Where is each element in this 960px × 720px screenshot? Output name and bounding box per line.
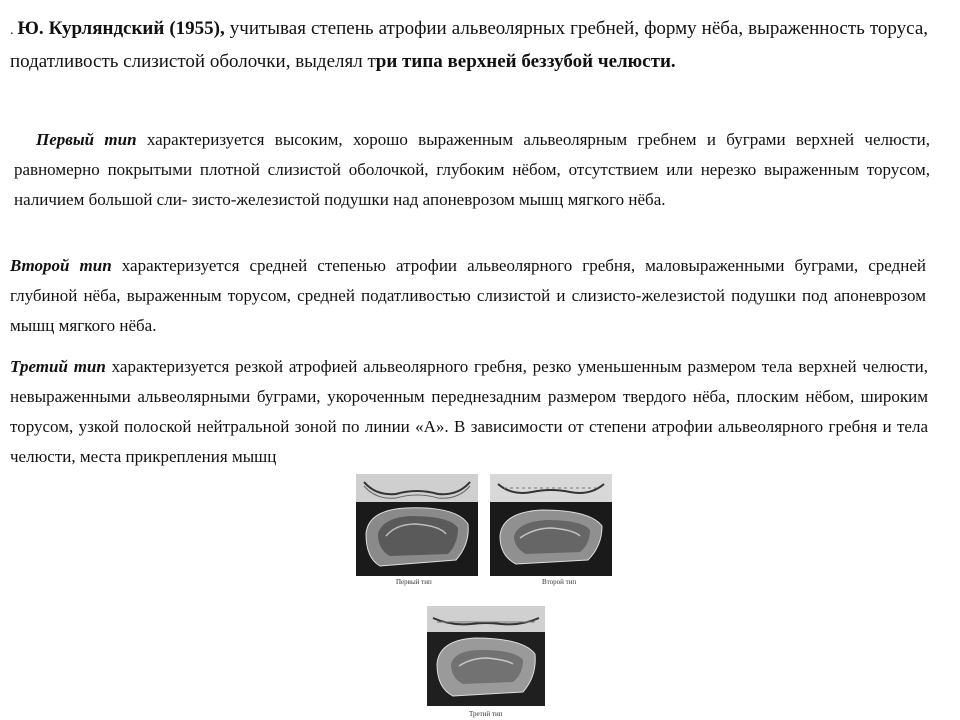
figure-caption-1: Первый тип	[396, 578, 432, 586]
type2-text: характеризуется средней степенью атрофии альвеолярного гребня, маловыраженными буграми, средней глубиной нёба, выраженным торусом, средней податливостью слизистой и слизисто-железистой подушки под апоневрозом мышц мягкого нёба.	[10, 256, 927, 335]
figure-caption-3: Третий тип	[469, 710, 503, 718]
figure-type-3	[427, 606, 545, 720]
type1-term: Первый тип	[36, 130, 137, 149]
type1-text: характеризуется высоким, хорошо выраженным альвеолярным гребнем и буграми верхней челюсти, равномерно покрытыми плотной слизистой оболочкой, глубоким нёбом, отсутствием или нерезко выраженным торусом, наличием большой сли- зисто-железистой подушки над апоневрозом мышц мягкого нёба.	[14, 130, 930, 209]
figure-type-2	[490, 474, 612, 590]
type2-term: Второй тип	[10, 256, 112, 275]
type1-paragraph	[14, 125, 930, 215]
figure-caption-2: Второй тип	[542, 578, 577, 586]
type3-term: Третий тип	[10, 357, 106, 376]
type3-paragraph	[10, 352, 928, 472]
jaw-illustration-type-1	[356, 474, 478, 576]
intro-text: учитывая степень атрофии альвеолярных гребней, форму нёба, выраженность торуса, податливость слизистой оболочки, выделял т	[10, 18, 928, 72]
intro-author: Ю. Курляндский (1955),	[17, 18, 225, 39]
type2-paragraph	[10, 251, 926, 341]
intro-paragraph	[10, 13, 928, 77]
intro-bold-tail: ри типа верхней беззубой челюсти.	[375, 51, 676, 72]
jaw-illustration-type-2	[490, 474, 612, 576]
figure-type-1	[356, 474, 478, 590]
intro-bullet: .	[10, 23, 14, 38]
jaw-illustration-type-3	[427, 606, 545, 706]
type3-text: характеризуется резкой атрофией альвеолярного гребня, резко уменьшенным размером тела верхней челюсти, невыраженными альвеолярными буграми, укороченным переднезадним размером твердого нёба, плоским нёбом, широким торусом, узкой полоской нейтральной зоной по линии «А». В зависимости от степени атрофии альвеолярного гребня и тела челюсти, места прикрепления мышц	[10, 357, 928, 466]
